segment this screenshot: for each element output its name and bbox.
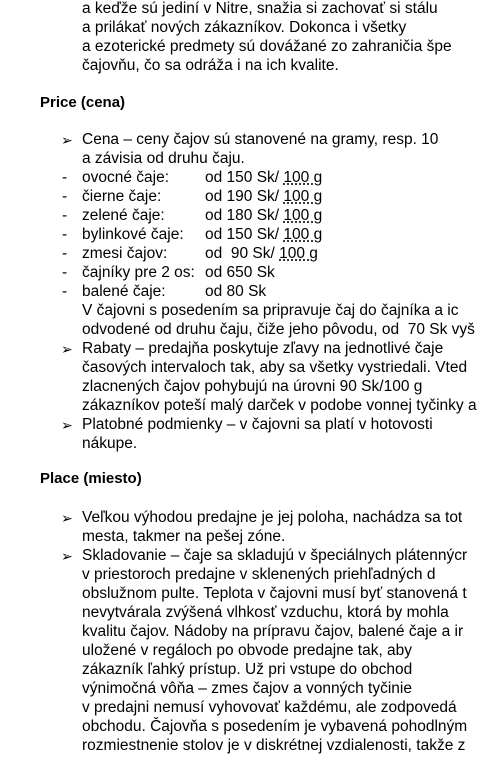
price-bullet-line: časových intervaloch tak, aby sa všetky vystriedali. Vted xyxy=(82,359,468,376)
price-item-label: čajníky pre 2 os: xyxy=(82,264,195,281)
place-bullet-line: nevytvárala zvýšená vlhkosť vzduchu, ktorá by mohla xyxy=(82,604,449,621)
price-item-label: čierne čaje: xyxy=(82,188,162,205)
price-paragraph-line: V čajovni s posedením sa pripravuje čaj do čajníka a ic xyxy=(82,302,459,319)
arrow-bullet-icon: ➢ xyxy=(61,341,73,357)
price-item-value: od 650 Sk xyxy=(205,264,275,281)
price-amount: od 90 Sk/ xyxy=(205,245,280,262)
price-bullet-line: nákupe. xyxy=(82,435,138,452)
intro-line: a keďže sú jediní v Nitre, snažia si zachovať si stálu xyxy=(82,0,438,17)
dash-bullet: - xyxy=(62,264,68,281)
price-unit: 100 g xyxy=(283,188,323,205)
dash-bullet: - xyxy=(62,188,68,205)
section-heading-place: Place (miesto) xyxy=(40,470,142,487)
place-bullet-line: zákazník ľahký prístup. Už pri vstupe do obchod xyxy=(82,661,413,678)
place-bullet-line: v predajni nemusí vyhovovať každému, ale zodpovedá xyxy=(82,699,457,716)
price-item-label: ovocné čaje: xyxy=(82,169,170,186)
price-bullet-line: zákazníkov poteší malý darček v podobe vonnej tyčinky a xyxy=(82,397,477,414)
place-bullet-line: výnimočná vôňa – zmes čajov a vonných tyčinie xyxy=(82,680,412,697)
dash-bullet: - xyxy=(62,207,68,224)
place-bullet-line: uložené v regáloch po obvode predajne tak, aby xyxy=(82,642,413,659)
price-bullet-line: Cena – ceny čajov sú stanovené na gramy, resp. 10 xyxy=(82,131,439,148)
price-item-value xyxy=(205,207,322,226)
price-item-label: zmesi čajov: xyxy=(82,245,168,262)
price-bullet-line: a závisia od druhu čaju. xyxy=(82,150,245,167)
price-unit: 100 g xyxy=(283,169,323,186)
price-unit: 100 g xyxy=(279,245,318,262)
price-item-value: od 80 Sk xyxy=(205,283,267,300)
price-item-value xyxy=(205,188,322,207)
dash-bullet: - xyxy=(62,226,68,243)
price-unit: 100 g xyxy=(283,226,323,243)
place-bullet-line: v priestoroch predajne v sklenených priehľadných d xyxy=(82,566,436,583)
place-bullet-line: obchodu. Čajovňa s posedením je vybavená pohodlným xyxy=(82,718,468,735)
intro-line: a ezoterické predmety sú dovážané zo zahraničia špe xyxy=(82,38,452,55)
arrow-bullet-icon: ➢ xyxy=(61,132,73,148)
place-bullet-line: rozmiestnenie stolov je v diskrétnej vzdialenosti, takže z xyxy=(82,737,466,754)
place-bullet-line: mesta, takmer na pešej zóne. xyxy=(82,528,286,545)
arrow-bullet-icon: ➢ xyxy=(61,548,73,564)
place-bullet-line: obslužnom pulte. Teplota v čajovni musí byť stanovená t xyxy=(82,585,467,602)
place-bullet-line: Veľkou výhodou predajne je jej poloha, nachádza sa tot xyxy=(82,509,463,526)
place-bullet-line: Skladovanie – čaje sa skladujú v špeciálnych plátennýcr xyxy=(82,547,468,564)
intro-line: a prilákať nových zákazníkov. Dokonca i všetky xyxy=(82,19,407,36)
section-heading-price: Price (cena) xyxy=(40,94,126,111)
dash-bullet: - xyxy=(62,245,68,262)
price-amount: od 150 Sk/ xyxy=(205,226,284,243)
price-paragraph-line: odvodené od druhu čaju, čiže jeho pôvodu, od 70 Sk vyš xyxy=(82,321,475,338)
price-item-label: balené čaje: xyxy=(82,283,166,300)
place-bullet-line: kvalitu čajov. Nádoby na prípravu čajov, balené čaje a ir xyxy=(82,623,464,640)
price-bullet-line: Platobné podmienky – v čajovni sa platí v hotovosti xyxy=(82,416,433,433)
price-unit: 100 g xyxy=(283,207,323,224)
price-item-value xyxy=(205,245,318,264)
arrow-bullet-icon: ➢ xyxy=(61,417,73,433)
price-item-value xyxy=(205,169,322,188)
intro-line: čajovňu, čo sa odráža i na ich kvalite. xyxy=(82,57,339,74)
price-amount: od 190 Sk/ xyxy=(205,188,284,205)
price-item-label: zelené čaje: xyxy=(82,207,165,224)
arrow-bullet-icon: ➢ xyxy=(61,510,73,526)
price-bullet-line: zlacnených čajov pohybujú na úrovni 90 Sk/100 g xyxy=(82,378,423,395)
price-amount: od 150 Sk/ xyxy=(205,169,284,186)
price-item-value xyxy=(205,226,322,245)
price-amount: od 180 Sk/ xyxy=(205,207,284,224)
price-bullet-line: Rabaty – predajňa poskytuje zľavy na jednotlivé čaje xyxy=(82,340,444,357)
dash-bullet: - xyxy=(62,283,68,300)
price-item-label: bylinkové čaje: xyxy=(82,226,184,243)
dash-bullet: - xyxy=(62,169,68,186)
